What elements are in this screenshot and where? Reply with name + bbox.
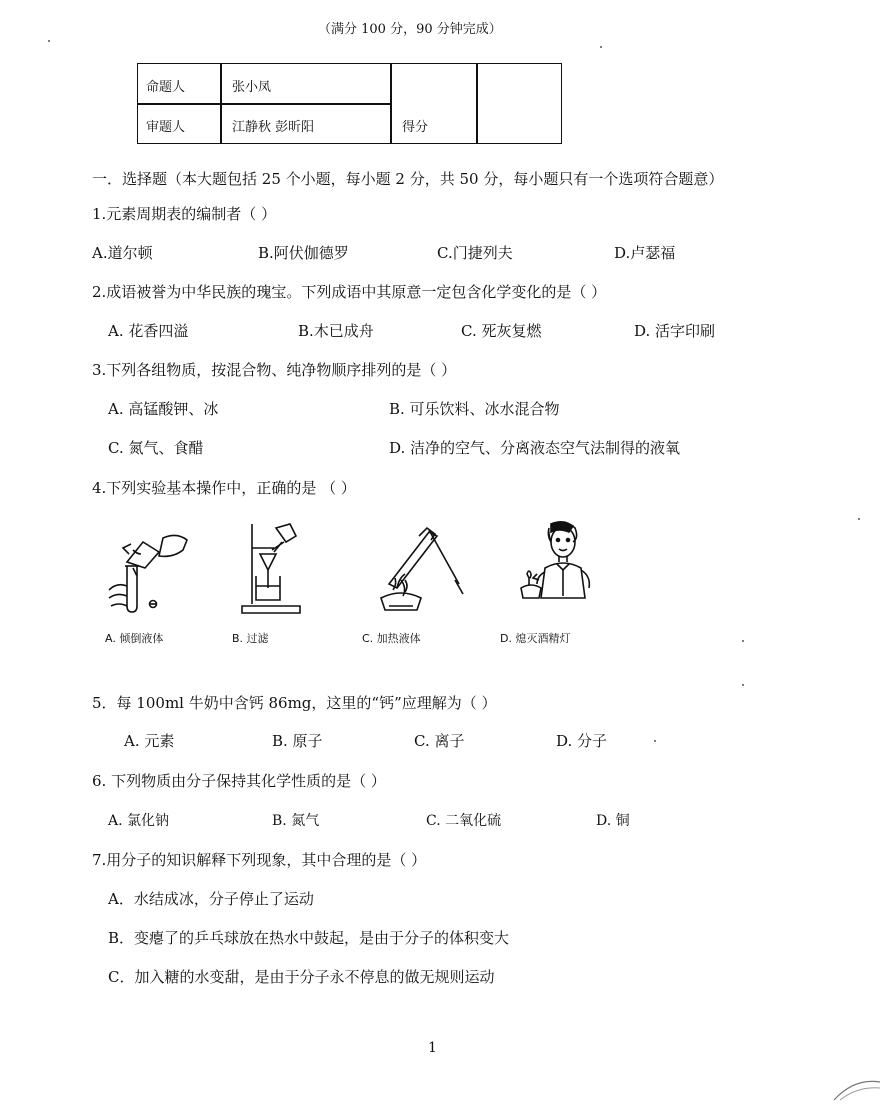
q2-option-c: C. 死灰复燃: [461, 322, 542, 340]
scan-speck: [858, 518, 860, 520]
q1-option-d: D.卢瑟福: [614, 244, 676, 262]
pouring-liquid-illustration: [103, 520, 198, 620]
extinguish-lamp-illustration: [515, 518, 610, 613]
q4-caption-b: B. 过滤: [232, 632, 269, 645]
reviewer-value: 江静秋 彭昕阳: [232, 120, 315, 135]
q3-option-c: C. 氮气、食醋: [108, 439, 204, 457]
question-6-stem: 6. 下列物质由分子保持其化学性质的是（ ）: [92, 772, 386, 790]
scan-speck: [742, 640, 744, 642]
q1-option-a: A.道尔顿: [92, 244, 153, 262]
heating-liquid-illustration: [375, 520, 470, 620]
question-3-stem: 3.下列各组物质，按混合物、纯净物顺序排列的是（ ）: [92, 361, 457, 379]
question-2-stem: 2.成语被誉为中华民族的瑰宝。下列成语中其原意一定包含化学变化的是（ ）: [92, 283, 607, 301]
q4-caption-d: D. 熄灭酒精灯: [500, 632, 571, 645]
q7-option-a: A．水结成冰，分子停止了运动: [108, 890, 314, 908]
question-7-stem: 7.用分子的知识解释下列现象，其中合理的是（ ）: [92, 851, 427, 869]
q4-caption-c: C. 加热液体: [362, 632, 421, 645]
q6-option-c: C. 二氧化硫: [426, 813, 502, 829]
author-value: 张小凤: [232, 80, 272, 95]
q4-caption-a: A. 倾倒液体: [105, 632, 164, 645]
q3-option-d: D. 洁净的空气、分离液态空气法制得的液氧: [389, 439, 681, 457]
q2-option-b: B.木已成舟: [298, 322, 374, 340]
question-5-stem: 5．每 100ml 牛奶中含钙 86mg，这里的“钙”应理解为（ ）: [92, 694, 497, 712]
question-4-stem: 4.下列实验基本操作中，正确的是 （ ）: [92, 479, 356, 497]
q1-option-c: C.门捷列夫: [437, 244, 513, 262]
exam-subtitle: （满分 100 分，90 分钟完成）: [318, 22, 502, 37]
q2-option-a: A. 花香四溢: [108, 322, 189, 340]
scan-speck: [654, 740, 656, 742]
q7-option-c: C．加入糖的水变甜，是由于分子永不停息的做无规则运动: [108, 968, 495, 986]
q3-option-b: B. 可乐饮料、冰水混合物: [389, 400, 560, 418]
scan-speck: [742, 684, 744, 686]
q1-option-b: B.阿伏伽德罗: [258, 244, 349, 262]
q5-option-b: B. 原子: [272, 732, 323, 750]
scan-speck: [600, 46, 602, 48]
q3-option-a: A. 高锰酸钾、冰: [108, 400, 219, 418]
q6-option-b: B. 氮气: [272, 813, 320, 829]
q7-option-b: B．变瘪了的乒乓球放在热水中鼓起，是由于分子的体积变大: [108, 929, 510, 947]
page-number: 1: [428, 1040, 437, 1056]
question-1-stem: 1.元素周期表的编制者（ ）: [92, 205, 277, 223]
reviewer-label: 审题人: [146, 120, 186, 135]
score-label: 得分: [402, 120, 429, 135]
table-cell: [476, 63, 562, 144]
filtration-illustration: [232, 520, 307, 615]
author-label: 命题人: [146, 80, 186, 95]
section-title: 一．选择题（本大题包括 25 个小题，每小题 2 分，共 50 分，每小题只有一个选项符合题意）: [92, 170, 724, 188]
q5-option-d: D. 分子: [556, 732, 608, 750]
q6-option-a: A. 氯化钠: [108, 813, 170, 829]
q5-option-c: C. 离子: [414, 732, 465, 750]
q5-option-a: A. 元素: [124, 732, 175, 750]
scan-speck: [48, 40, 50, 42]
q2-option-d: D. 活字印刷: [634, 322, 716, 340]
scan-edge-mark: [832, 1076, 882, 1102]
q6-option-d: D. 铜: [596, 813, 630, 829]
